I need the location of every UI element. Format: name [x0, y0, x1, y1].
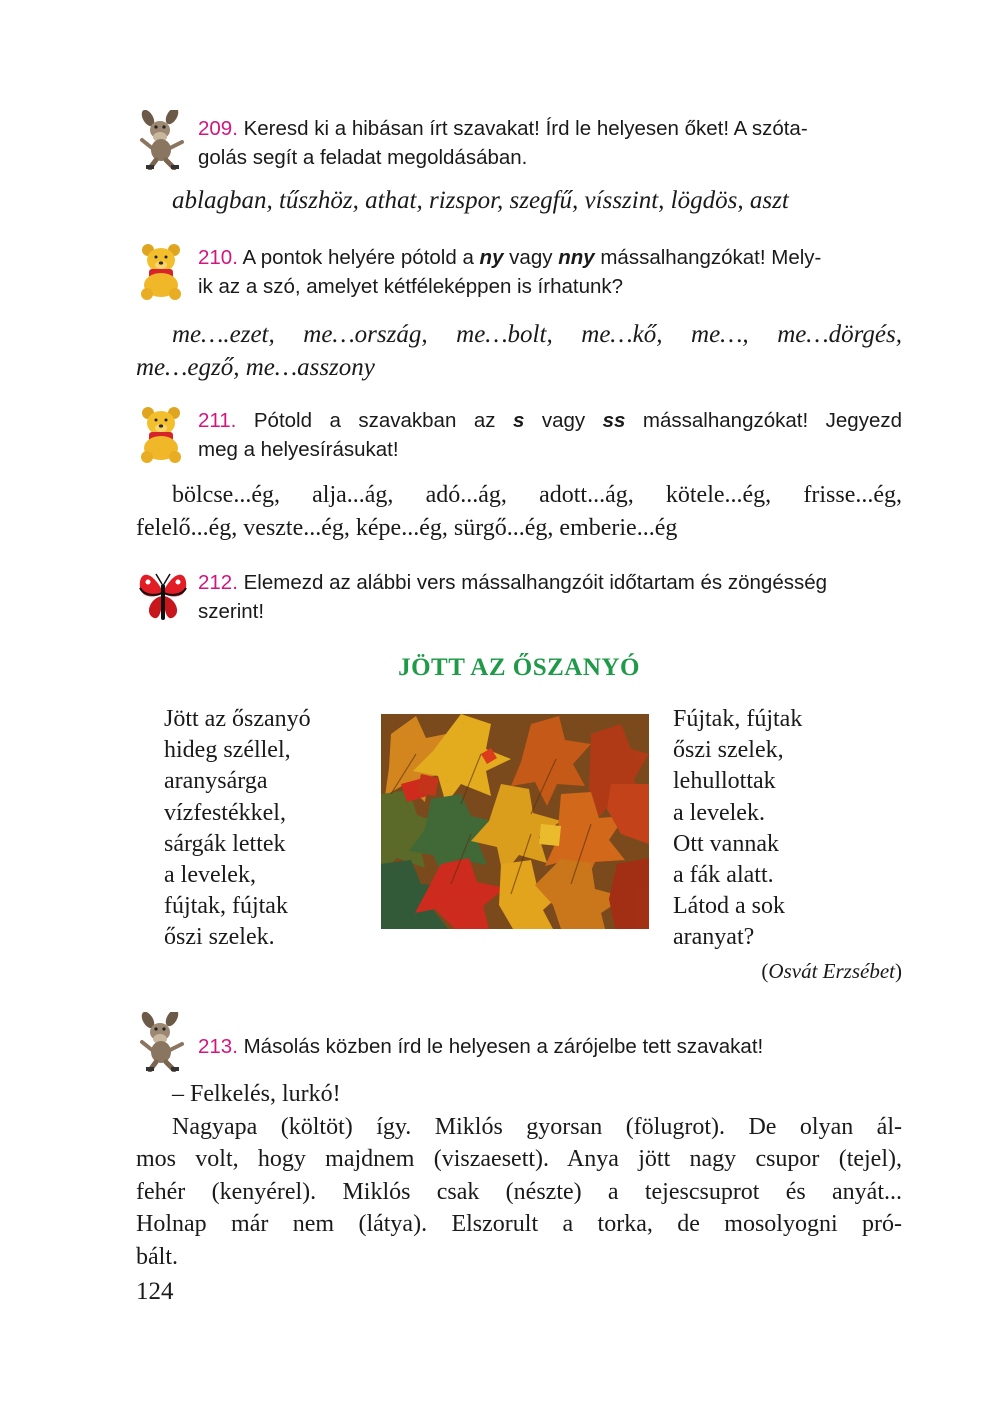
task-number: 210. — [198, 246, 238, 269]
story-line: mos volt, hogy majdnem (viszaesett). Anya jött nagy csupor (tejel), — [136, 1146, 902, 1172]
bear-icon — [136, 241, 190, 301]
page-number: 124 — [136, 1278, 174, 1305]
autumn-leaves-illustration — [381, 714, 649, 929]
story-line: bált. — [136, 1243, 178, 1270]
poem-line: őszi szelek. — [164, 924, 275, 951]
task-text: vagy — [524, 409, 603, 432]
task-text-line: Elemezd az alábbi vers mássalhangzóit időtartam és zöngésség — [243, 571, 828, 594]
poem-line: Látod a sok — [673, 893, 785, 920]
author-paren: ( — [761, 959, 769, 983]
story-line: – Felkelés, lurkó! — [172, 1081, 341, 1107]
exercise-211 — [136, 479, 902, 545]
bear-icon — [136, 404, 190, 464]
story-text — [136, 1078, 902, 1273]
poem-line: hideg széllel, — [164, 737, 291, 764]
poem-line: a fák alatt. — [673, 862, 774, 889]
task-text-line: golás segít a feladat megoldásában. — [198, 146, 528, 169]
task-text: A pontok helyére pótold a — [242, 246, 480, 269]
exercise-line: me…egző, me…asszony — [136, 354, 375, 381]
task-highlight: s — [512, 409, 525, 432]
task-highlight: nny — [558, 246, 595, 269]
poem-left-stanza — [164, 704, 311, 954]
poem-line: Fújtak, fújtak — [673, 706, 803, 732]
poem-title: JÖTT AZ ŐSZANYÓ — [398, 654, 640, 681]
task-211 — [136, 404, 902, 468]
donkey-icon — [136, 110, 190, 170]
donkey-icon — [136, 1012, 190, 1072]
task-text: mássalhangzókat! Mely- — [594, 246, 822, 269]
poem-right-stanza — [673, 704, 802, 954]
task-text-line: szerint! — [198, 600, 265, 623]
task-instruction — [198, 406, 902, 464]
story-line: Nagyapa (költöt) így. Miklós gyorsan (fölugrot). De olyan ál- — [172, 1113, 902, 1140]
poem-line: a levelek. — [673, 799, 765, 826]
task-number: 213. — [198, 1035, 238, 1058]
story-line: fehér (kenyérel). Miklós csak (nészte) a tejescsuprot és anyát... — [136, 1178, 902, 1205]
poem-line: a levelek, — [164, 862, 256, 889]
task-highlight: ss — [602, 409, 626, 432]
task-number: 211. — [198, 409, 237, 432]
poem-line: aranyat? — [673, 924, 755, 951]
task-instruction — [198, 1032, 902, 1061]
exercise-line: ablagban, tűszhöz, athat, rizspor, szegfű, vísszint, lögdös, aszt — [172, 187, 789, 214]
task-instruction — [198, 114, 902, 172]
poem-line: lehullottak — [673, 768, 776, 795]
task-text-line: meg a helyesírásukat! — [198, 438, 399, 461]
poem-line: Jött az őszanyó — [164, 706, 311, 732]
task-instruction — [198, 568, 902, 626]
task-text: vagy — [503, 246, 559, 269]
poem-line: sárgák lettek — [164, 830, 286, 857]
task-highlight: ny — [479, 246, 504, 269]
task-text-line: Keresd ki a hibásan írt szavakat! Írd le helyesen őket! A szóta- — [243, 117, 808, 140]
task-213 — [136, 1012, 902, 1076]
author-paren: ) — [895, 959, 902, 983]
task-text: mássalhangzókat! Jegyezd — [625, 409, 902, 432]
task-210 — [136, 241, 902, 305]
author-name: Osvát Erzsébet — [768, 959, 895, 983]
poem-line: Ott vannak — [673, 830, 779, 857]
task-text-line: ik az a szó, amelyet kétféleképpen is írhatunk? — [198, 275, 624, 298]
story-line: Holnap már nem (látya). Elszorult a torka, de mosolyogni pró- — [136, 1211, 902, 1237]
exercise-line: bölcse...ég, alja...ág, adó...ág, adott...ág, kötele...ég, frisse...ég, — [172, 482, 902, 508]
butterfly-icon — [136, 566, 190, 626]
task-number: 209. — [198, 117, 238, 140]
task-209 — [136, 110, 902, 174]
exercise-210 — [136, 318, 902, 384]
exercise-line: felelő...ég, veszte...ég, képe...ég, sürgő...ég, emberie...ég — [136, 515, 678, 541]
poem-author — [761, 959, 902, 984]
task-212 — [136, 566, 902, 630]
task-number: 212. — [198, 571, 238, 594]
exercise-line: me….ezet, me…ország, me…bolt, me…kő, me…, me…dörgés, — [172, 321, 902, 348]
poem-line: őszi szelek, — [673, 737, 784, 764]
poem-line: vízfestékkel, — [164, 799, 286, 826]
poem-line: aranysárga — [164, 768, 268, 795]
exercise-209 — [136, 184, 902, 217]
poem-line: fújtak, fújtak — [164, 893, 288, 920]
task-text: Pótold a szavakban az — [253, 409, 513, 432]
task-instruction — [198, 243, 902, 301]
task-text-line: Másolás közben írd le helyesen a zárójelbe tett szavakat! — [243, 1035, 764, 1058]
